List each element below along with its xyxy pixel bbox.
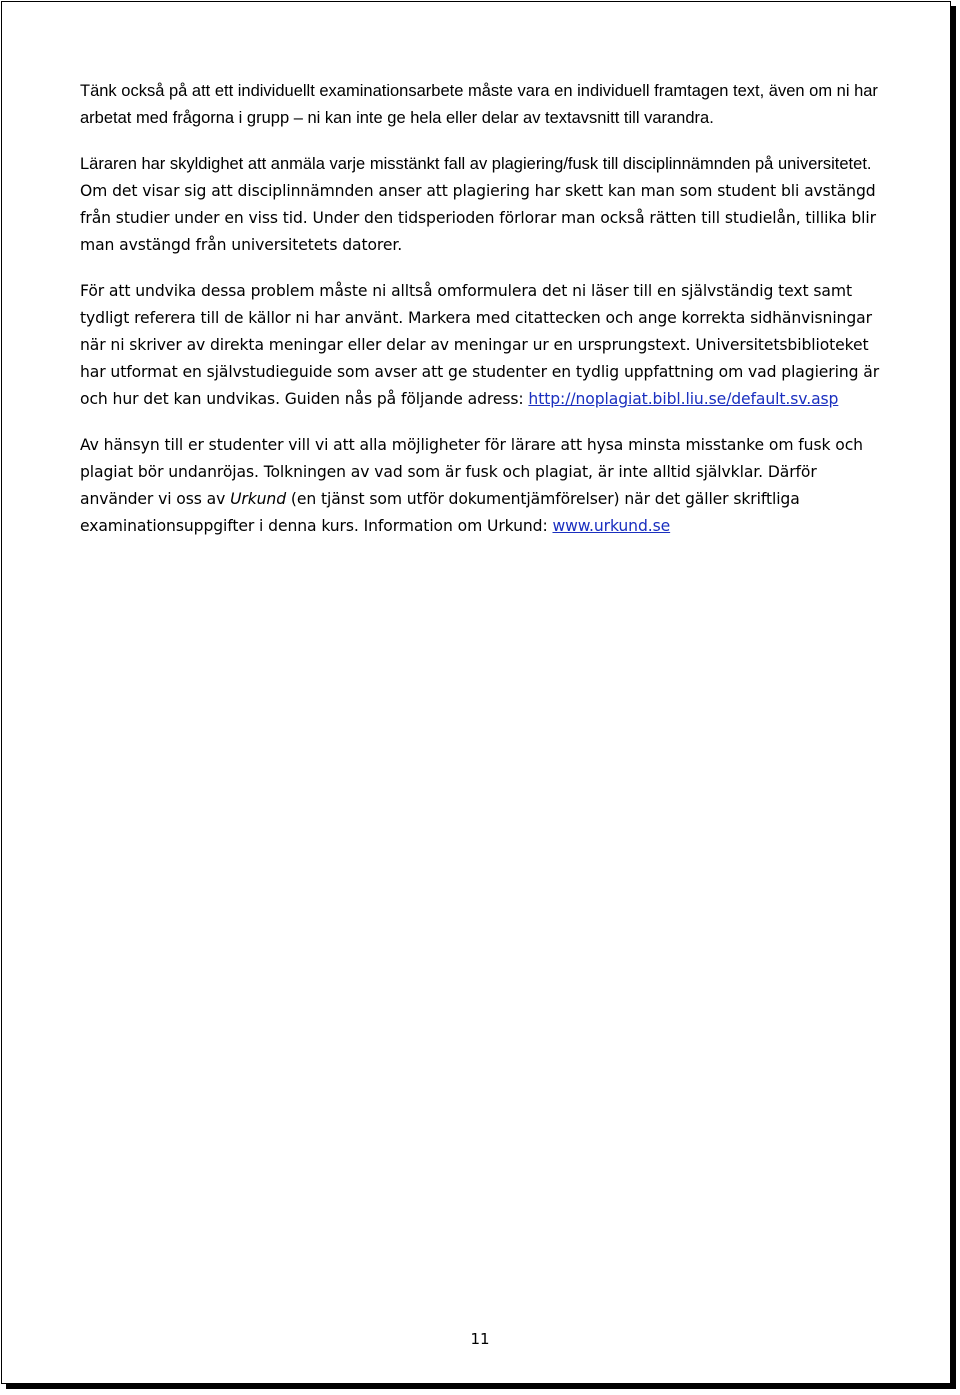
paragraph-individual-work [80, 78, 880, 132]
paragraph-reporting [80, 151, 880, 259]
page-number: 11 [470, 1330, 490, 1348]
urkund-link[interactable]: www.urkund.se [552, 517, 671, 535]
consequences-text: Under den tidsperioden förlorar man också rätten till studielån, tillika blir man avstängd från universitetets datorer. [80, 209, 876, 254]
reporting-duty-text: Läraren har skyldighet att anmäla varje misstänkt fall av plagiering/fusk till disciplinnämnden på universitetet. [80, 155, 872, 173]
avoid-plagiarism-text: För att undvika dessa problem måste ni alltså omformulera det ni läser till en självständig text samt tydligt referera till de källor ni har använt. Markera med citattecken och ange korrekta sidhänvisningar när ni skriver av direkta meningar eller delar av meningar ur en ursprungstext. Universitetsbiblioteket har utformat en självstudieguide som avser att ge studenter en tydlig uppfattning om vad plagiering är och hur det kan undvikas. Guiden nås på följande adress: [80, 282, 880, 408]
paragraph-urkund [80, 432, 880, 540]
paragraph-individual-work-text: Tänk också på att ett individuellt examinationsarbete måste vara en individuell framtagen text, även om ni har arbetat med frågorna i grupp – ni kan inte ge hela eller delar av textavsnitt till varandra. [80, 82, 878, 127]
document-body [80, 78, 880, 559]
urkund-intro-text: Av hänsyn till er studenter vill vi att alla möjligheter för lärare att hysa minsta misstanke om fusk och plagiat bör undanröjas. Tolkningen av vad som är fusk och plagiat, är inte alltid självklar. Därför använder vi oss av [80, 436, 863, 508]
paragraph-avoid-plagiarism [80, 278, 880, 413]
noplagiat-link[interactable]: http://noplagiat.bibl.liu.se/default.sv.asp [528, 390, 839, 408]
suspension-text: Om det visar sig att disciplinnämnden anser att plagiering har skett kan man som student bli avstängd från studier under en viss tid. [80, 182, 876, 227]
urkund-description-text: (en tjänst som utför dokumentjämförelser) när det gäller skriftliga examinationsuppgifter i denna kurs. Information om Urkund: [80, 490, 800, 535]
urkund-name: Urkund [230, 490, 286, 508]
